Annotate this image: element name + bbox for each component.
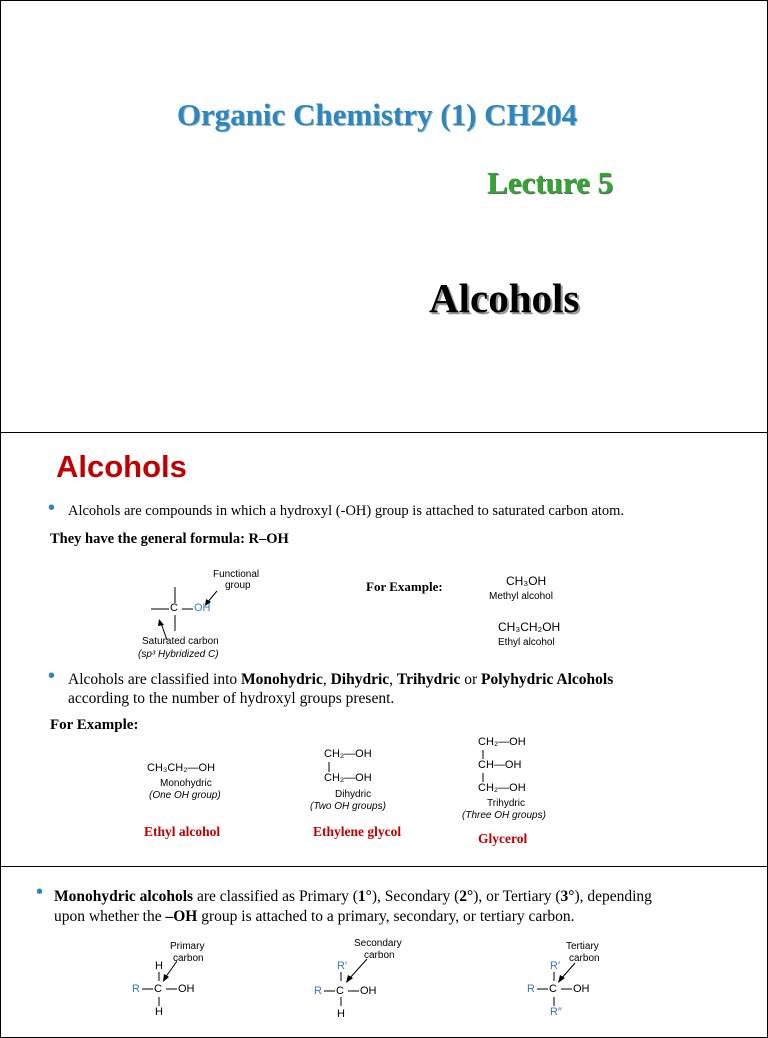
bullet-icon: •: [48, 497, 56, 519]
atom-oh: OH: [178, 983, 195, 995]
trihydric-bonds: [1, 433, 768, 866]
atom-r-prime: R′: [550, 960, 561, 972]
general-formula: They have the general formula: R–OH: [50, 531, 289, 547]
classification-sentence: Monohydric alcohols are classified as Primary (1°), Secondary (2°), or Tertiary (3°), depending: [54, 888, 652, 905]
atom-h: H: [155, 1006, 163, 1018]
monohydric-name: Ethyl alcohol: [144, 824, 221, 839]
atom-r-double-prime: R″: [550, 1006, 562, 1018]
definition-text: Alcohols are compounds in which a hydroxyl (-OH) group is attached to saturated carbon atom.: [68, 503, 625, 519]
alcohols-definition-slide: [0, 432, 768, 867]
tertiary-label: Tertiary: [566, 941, 599, 952]
dihydric-type: Dihydric: [335, 789, 372, 800]
tertiary-label-carbon: carbon: [569, 953, 600, 964]
atom-h: H: [155, 960, 163, 972]
atom-r: R: [314, 985, 322, 997]
atom-r: R: [132, 983, 140, 995]
trihydric-count: (Three OH groups): [462, 810, 546, 821]
figure-label-saturated: Saturated carbon: [142, 636, 219, 647]
bullet-icon: •: [48, 665, 56, 687]
atom-c: C: [336, 985, 344, 997]
trihydric-line-2: CH—OH: [478, 759, 522, 771]
atom-r-prime: R′: [337, 960, 348, 972]
figure-carbon: C: [170, 602, 178, 614]
atom-oh: OH: [573, 983, 590, 995]
atom-c: C: [549, 983, 557, 995]
trihydric-name: Glycerol: [478, 831, 528, 846]
ethanol-name: Ethyl alcohol: [498, 637, 555, 648]
course-title: Organic Chemistry (1) CH204: [176, 97, 578, 132]
dihydric-count: (Two OH groups): [310, 801, 386, 812]
atom-oh: OH: [360, 985, 377, 997]
figure-hydroxyl: OH: [194, 602, 211, 614]
lecture-number: Lecture 5: [487, 165, 613, 200]
trihydric-line-3: CH₂—OH: [478, 782, 526, 794]
secondary-label: Secondary: [354, 938, 402, 949]
monohydric-formula: CH₃CH₂—OH: [147, 762, 216, 774]
atom-r: R: [527, 983, 535, 995]
dihydric-name: Ethylene glycol: [313, 824, 402, 839]
secondary-label-carbon: carbon: [364, 950, 395, 961]
figure-label-hybrid: (sp³ Hybridized C): [138, 649, 219, 660]
topic-title: Alcohols: [429, 275, 580, 321]
bullet-icon: •: [36, 881, 44, 903]
classification-text: Alcohols are classified into Monohydric, Dihydric, Trihydric or Polyhydric Alcohols: [68, 671, 614, 688]
dihydric-line-1: CH₂—OH: [324, 748, 372, 760]
figure-label-functional: Functional: [213, 569, 260, 580]
trihydric-line-1: CH₂—OH: [478, 736, 526, 748]
example-label: For Example:: [366, 579, 443, 594]
primary-label-carbon: carbon: [173, 953, 204, 964]
figure-label-group: group: [225, 580, 251, 591]
monohydric-type: Monohydric: [160, 778, 212, 789]
slide-heading: Alcohols: [56, 449, 187, 484]
methanol-formula: CH₃OH: [506, 574, 547, 588]
methanol-name: Methyl alcohol: [489, 591, 553, 602]
classification-text-line2: according to the number of hydroxyl groups present.: [68, 690, 395, 707]
primary-label: Primary: [170, 941, 205, 952]
title-slide: [0, 0, 768, 433]
monohydric-count: (One OH group): [149, 790, 221, 801]
classification-sentence-line2: upon whether the –OH group is attached to a primary, secondary, or tertiary carbon.: [54, 908, 575, 925]
atom-c: C: [154, 983, 162, 995]
ethanol-formula: CH₃CH₂OH: [498, 620, 561, 634]
trihydric-type: Trihydric: [487, 798, 525, 809]
monohydric-classification-slide: [0, 866, 768, 1038]
dihydric-line-2: CH₂—OH: [324, 772, 372, 784]
atom-h: H: [337, 1008, 345, 1020]
example-label: For Example:: [50, 717, 139, 733]
